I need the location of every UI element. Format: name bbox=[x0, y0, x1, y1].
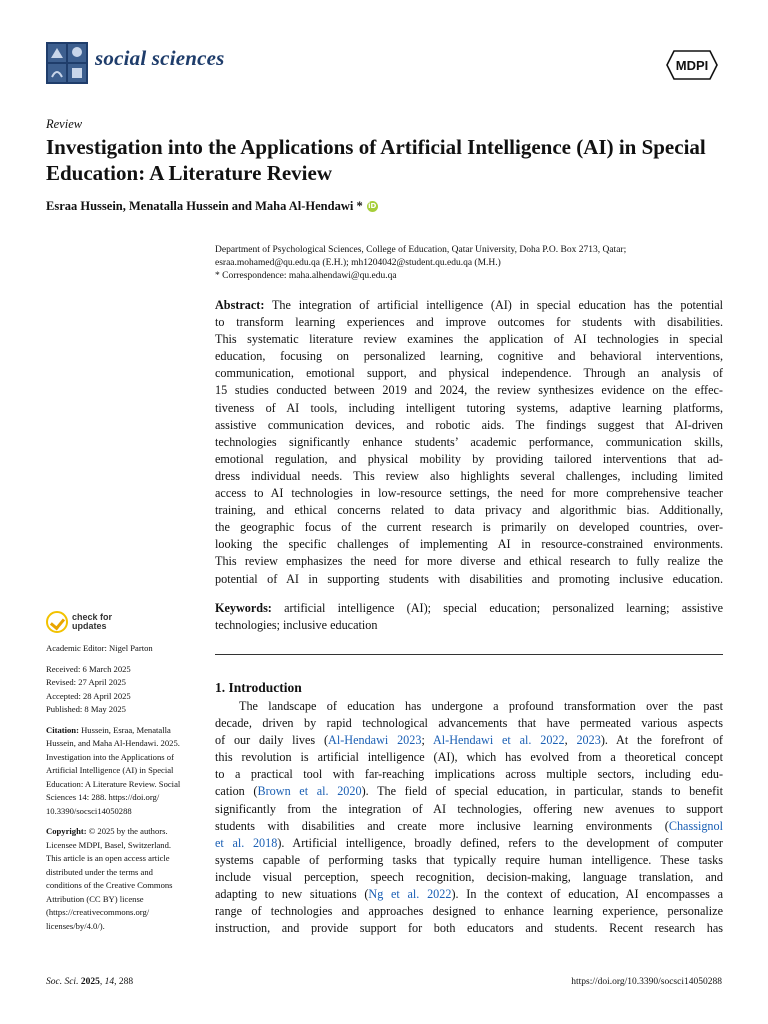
citation-link[interactable]: Al-Hendawi et al. 2022 bbox=[432, 733, 565, 748]
citation-link[interactable]: Chassignol bbox=[668, 818, 723, 833]
author-names: Esraa Hussein, Menatalla Hussein and Maha Al-Hendawi * bbox=[46, 199, 363, 213]
footer-year: 2025 bbox=[80, 977, 100, 987]
correspondence: * Correspondence: maha.alhendawi@qu.edu.qa bbox=[215, 271, 397, 281]
footer-journal: Soc. Sci. bbox=[46, 977, 79, 987]
body-line: et al. 2018). Artificial intelligence, broadly defined, refers to the development of computer bbox=[215, 835, 723, 850]
footer-page: , 288 bbox=[114, 977, 134, 987]
citation-line: Artificial Intelligence (AI) in Special bbox=[46, 765, 174, 775]
footer-volume: 14 bbox=[104, 977, 115, 987]
academic-editor: Academic Editor: Nigel Parton bbox=[46, 643, 153, 653]
abstract-line: potential of AI in supporting students with disabilities and promoting inclusive education. bbox=[215, 571, 723, 586]
keywords-line: technologies; inclusive education bbox=[215, 618, 378, 633]
journal-logo-icon bbox=[46, 42, 88, 84]
affiliation-emails: esraa.mohamed@qu.edu.qa (E.H.); mh1204042@student.qu.edu.qa (M.H.) bbox=[215, 258, 501, 268]
mdpi-logo bbox=[666, 50, 718, 85]
article-type: Review bbox=[46, 117, 83, 131]
affiliations bbox=[215, 244, 735, 283]
copyright-line: This article is an open access article bbox=[46, 853, 170, 863]
body-line: significantly from the integration of AI technologies, offering new avenues to support bbox=[215, 801, 723, 816]
abstract-line: This review emphasizes the need for more diverse and ethical research to fully realize the bbox=[215, 554, 723, 569]
copyright-line: conditions of the Creative Commons bbox=[46, 880, 173, 890]
citation-link[interactable]: Al-Hendawi 2023 bbox=[328, 733, 422, 748]
citation-line: Education: A Literature Review. Social bbox=[46, 778, 181, 789]
check-updates-text: check for bbox=[72, 611, 113, 622]
copyright-label: Copyright: bbox=[46, 826, 87, 836]
abstract-label: Abstract: bbox=[215, 298, 265, 312]
journal-name: social sciences bbox=[95, 46, 225, 70]
keywords-line: artificial intelligence (AI); special education; personalized learning; assistive bbox=[271, 601, 723, 615]
body-line: to a practical tool with far-reaching implications across multiple sectors, including edu- bbox=[215, 767, 723, 782]
footer-doi-link[interactable]: https://doi.org/10.3390/socsci14050288 bbox=[571, 977, 722, 987]
check-updates-icon bbox=[46, 611, 68, 633]
abstract-line: looking the specific challenges of implementing AI in resource-constrained environments. bbox=[215, 537, 723, 552]
body-line: cation (Brown et al. 2020). The field of special education, in particular, stands to benefit bbox=[215, 784, 723, 799]
citation-line: Sciences 14: 288. https://doi.org/ bbox=[46, 792, 160, 802]
citation-doi-link[interactable]: 10.3390/socsci14050288 bbox=[46, 805, 132, 816]
abstract-line: This systematic literature review examines the application of AI technologies in special bbox=[215, 332, 723, 347]
citation-link[interactable]: et al. 2018 bbox=[215, 835, 278, 850]
citation-line: Hussein, Esraa, Menatalla bbox=[78, 724, 171, 735]
citation-link[interactable]: Ng et al. 2022 bbox=[368, 887, 452, 902]
license-link[interactable]: (https://creativecommons.org/ bbox=[46, 907, 150, 917]
footer-citation: Soc. Sci. 2025, 14, 288 bbox=[46, 977, 134, 987]
body-line: include visual perception, speech recognition, decision-making, language translation, and bbox=[215, 869, 723, 884]
keywords-label: Keywords: bbox=[215, 601, 272, 615]
body-line: of our daily lives (Al-Hendawi 2023; Al-Hendawi et al. 2022, 2023). At the forefront of bbox=[215, 733, 723, 748]
body-line: instruction, and provide support for both educators and students. Recent research has bbox=[215, 921, 723, 936]
abstract-line: the geographic focus of the current research is primarily on developed countries, over- bbox=[215, 520, 723, 535]
citation-link[interactable]: 2023 bbox=[576, 733, 601, 748]
body-line: systems capable of performing tasks that typically require human intelligence. These tasks bbox=[215, 852, 723, 867]
check-updates-text: updates bbox=[72, 621, 107, 631]
check-for-updates-button[interactable] bbox=[46, 611, 112, 633]
copyright-line: © 2025 by the authors. bbox=[86, 826, 168, 836]
citation-line: Investigation into the Applications of bbox=[46, 751, 174, 762]
keywords bbox=[215, 600, 723, 634]
article-title: Investigation into the Applications of Artificial Intelligence (AI) in Special Education: A Literature Review bbox=[46, 135, 706, 185]
abstract-line: tiveness of AI tools, including intelligent tutoring systems, adaptive learning platforms, bbox=[215, 400, 723, 415]
abstract-line: to transform learning experiences and improve outcomes for students with disabilities. bbox=[215, 315, 723, 330]
affiliation-line: Department of Psychological Sciences, College of Education, Qatar University, Doha P.O. Box 2713, Qatar; bbox=[215, 245, 627, 255]
abstract-line: communication, emotional support, and physical independence. Through an analysis of bbox=[215, 366, 723, 381]
abstract bbox=[215, 297, 723, 588]
abstract-line: 15 studies conducted between 2019 and 2024, the review synthesizes evidence on the effec- bbox=[215, 383, 723, 398]
accepted-date: Accepted: 28 April 2025 bbox=[46, 690, 131, 701]
body-line: adapting to new situations (Ng et al. 2022). In the context of education, AI encompasses a bbox=[215, 887, 723, 902]
copyright-line: distributed under the terms and bbox=[46, 866, 153, 877]
body-line: decade, driven by rapid technological advancements that have permeated various aspects bbox=[215, 716, 723, 731]
authors bbox=[46, 199, 378, 214]
abstract-line: education, focusing on personalized learning, cognitive and behavioral interventions, bbox=[215, 349, 723, 364]
body-line: this revolution is artificial intelligence (AI), which has evolved from a theoretical concept bbox=[215, 750, 723, 765]
license-link[interactable]: licenses/by/4.0/). bbox=[46, 920, 105, 931]
body-line: students with disabilities and create more inclusive learning environments (Chassignol bbox=[215, 818, 723, 833]
body-line: The landscape of education has undergone a profound transformation over the past bbox=[239, 699, 723, 713]
section-divider bbox=[215, 654, 723, 655]
citation-label: Citation: bbox=[46, 724, 79, 735]
abstract-line: emotional regulation, and physical mobility by providing tailored interventions that ad- bbox=[215, 451, 723, 466]
abstract-line: dress individual needs. This review also highlights several challenges, including limited bbox=[215, 468, 723, 483]
revised-date: Revised: 27 April 2025 bbox=[46, 677, 126, 687]
body-line: range of technologies and approaches designed to enhance learning experience, personalize bbox=[215, 904, 723, 919]
orcid-icon[interactable]: iD bbox=[368, 202, 377, 210]
citation-link[interactable]: Brown et al. 2020 bbox=[257, 784, 362, 799]
abstract-line: technologies significantly enhance students’ academic performance, communication skills, bbox=[215, 434, 723, 449]
copyright-line: Attribution (CC BY) license bbox=[46, 893, 144, 904]
abstract-line: assistive communication devices, and robotic aids. The findings suggest that AI-driven bbox=[215, 417, 723, 432]
article-info-sidebar bbox=[46, 642, 201, 933]
abstract-line: The integration of artificial intelligence (AI) in special education has the potential bbox=[264, 298, 723, 312]
published-date: Published: 8 May 2025 bbox=[46, 704, 126, 714]
section-heading: 1. Introduction bbox=[215, 680, 302, 695]
citation-line: Hussein, and Maha Al-Hendawi. 2025. bbox=[46, 738, 180, 748]
copyright-line: Licensee MDPI, Basel, Switzerland. bbox=[46, 839, 172, 850]
abstract-line: training, and ethical concerns related to data privacy and algorithmic bias. Additionally, bbox=[215, 503, 723, 518]
received-date: Received: 6 March 2025 bbox=[46, 663, 131, 674]
introduction-text bbox=[215, 698, 723, 937]
abstract-line: access to AI technologies in low-resource settings, the need for more comprehensive teacher bbox=[215, 486, 723, 501]
svg-text:MDPI: MDPI bbox=[675, 58, 709, 73]
